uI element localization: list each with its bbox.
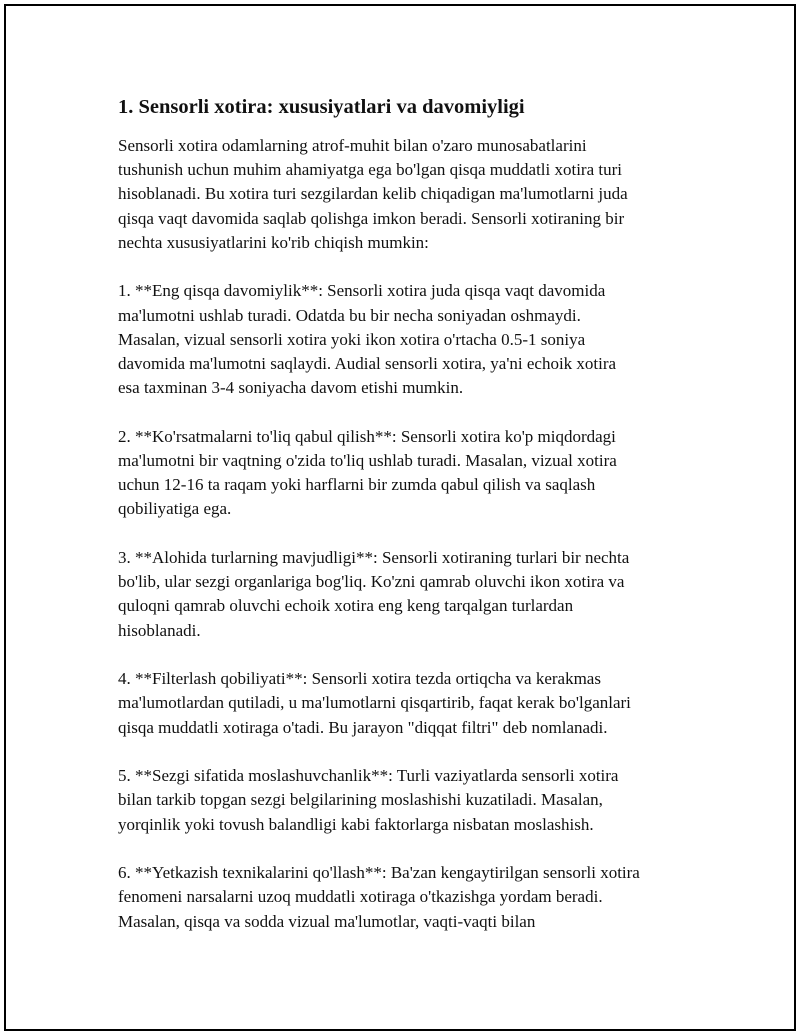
text-line: 2. **Ko'rsatmalarni to'liq qabul qilish**: Sensorli xotira ko'p miqdordagi [118, 426, 616, 446]
text-line: 6. **Yetkazish texnikalarini qo'llash**: Ba'zan kengaytirilgan sensorli xotira [118, 863, 640, 883]
text-line: qisqa muddatli xotiraga o'tadi. Bu jarayon "diqqat filtri" deb nomlanadi. [118, 717, 608, 737]
document-body [118, 94, 708, 934]
text-line: ma'lumotlardan qutiladi, u ma'lumotlarni qisqartirib, faqat kerak bo'lganlari [118, 693, 631, 713]
text-line: ma'lumotni ushlab turadi. Odatda bu bir necha soniyadan oshmaydi. [118, 305, 581, 325]
paragraph-item-1 [118, 279, 708, 400]
text-line: 1. **Eng qisqa davomiylik**: Sensorli xotira juda qisqa vaqt davomida [118, 281, 606, 301]
text-line: ma'lumotni bir vaqtning o'zida to'liq ushlab turadi. Masalan, vizual xotira [118, 451, 617, 471]
paragraph-item-3 [118, 546, 708, 643]
text-line: 4. **Filterlash qobiliyati**: Sensorli xotira tezda ortiqcha va kerakmas [118, 669, 601, 689]
text-line: Masalan, qisqa va sodda vizual ma'lumotlar, vaqti-vaqti bilan [118, 911, 536, 931]
paragraph-item-4 [118, 667, 708, 740]
text-line: Masalan, vizual sensorli xotira yoki ikon xotira o'rtacha 0.5-1 soniya [118, 329, 586, 349]
text-line: hisoblanadi. Bu xotira turi sezgilardan kelib chiqadigan ma'lumotlarni juda [118, 184, 628, 204]
paragraph-item-6 [118, 861, 708, 934]
paragraph-intro [118, 134, 708, 255]
text-line: uchun 12-16 ta raqam yoki harflarni bir zumda qabul qilish va saqlash [118, 475, 596, 495]
text-line: 3. **Alohida turlarning mavjudligi**: Sensorli xotiraning turlari bir nechta [118, 548, 630, 568]
text-line: fenomeni narsalarni uzoq muddatli xotiraga o'tkazishga yordam beradi. [118, 887, 603, 907]
text-line: davomida ma'lumotni saqlaydi. Audial sensorli xotira, ya'ni echoik xotira [118, 354, 617, 374]
paragraph-item-5 [118, 764, 708, 837]
text-line: bilan tarkib topgan sezgi belgilarining moslashishi kuzatiladi. Masalan, [118, 790, 603, 810]
text-line: nechta xususiyatlarini ko'rib chiqish mumkin: [118, 232, 429, 252]
text-line: bo'lib, ular sezgi organlariga bog'liq. Ko'zni qamrab oluvchi ikon xotira va [118, 572, 625, 592]
text-line: Sensorli xotira odamlarning atrof-muhit bilan o'zaro munosabatlarini [118, 136, 587, 155]
section-heading: 1. Sensorli xotira: xususiyatlari va davomiyligi [118, 96, 525, 118]
text-line: esa taxminan 3-4 soniyacha davom etishi mumkin. [118, 378, 464, 398]
paragraph-item-2 [118, 425, 708, 522]
text-line: qisqa vaqt davomida saqlab qolishga imkon beradi. Sensorli xotiraning bir [118, 208, 625, 228]
text-line: quloqni qamrab oluvchi echoik xotira eng keng tarqalgan turlardan [118, 596, 574, 616]
text-line: tushunish uchun muhim ahamiyatga ega bo'lgan qisqa muddatli xotira turi [118, 160, 622, 180]
text-line: yorqinlik yoki tovush balandligi kabi faktorlarga nisbatan moslashish. [118, 814, 594, 834]
text-line: 5. **Sezgi sifatida moslashuvchanlik**: Turli vaziyatlarda sensorli xotira [118, 766, 619, 786]
text-line: hisoblanadi. [118, 620, 201, 640]
text-line: qobiliyatiga ega. [118, 499, 232, 519]
